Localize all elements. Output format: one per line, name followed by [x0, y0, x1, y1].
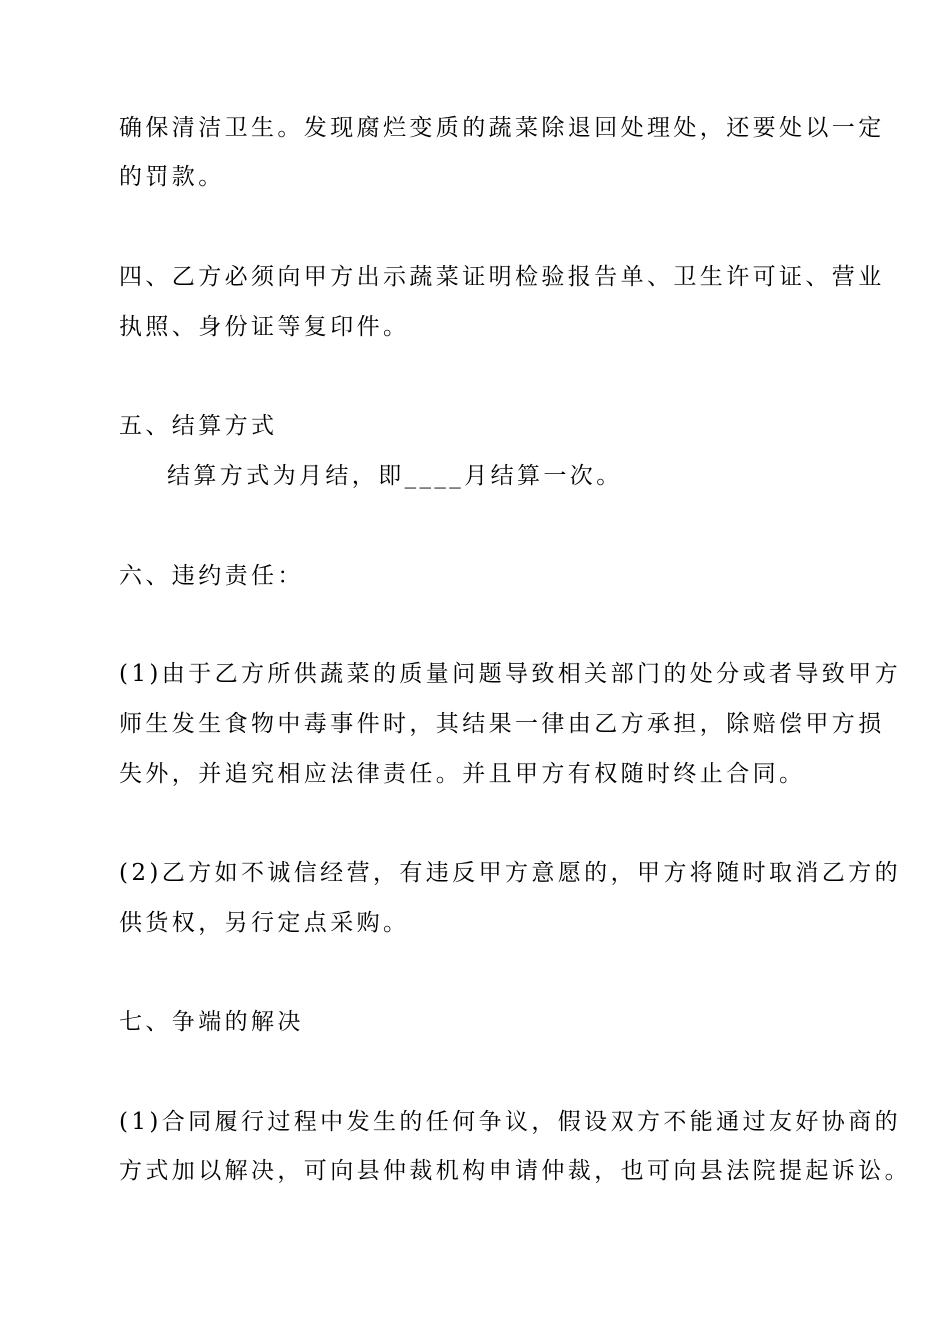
settlement-line: 结算方式为月结，即____月结算一次。 — [167, 463, 623, 489]
section-four-line: 四、乙方必须向甲方出示蔬菜证明检验报告单、卫生许可证、营业 — [119, 264, 885, 290]
clause-line: 失外，并追究相应法律责任。并且甲方有权随时终止合同。 — [119, 761, 806, 787]
clause-line: (1)由于乙方所供蔬菜的质量问题导致相关部门的处分或者导致甲方 — [119, 661, 901, 687]
clause-line: 师生发生食物中毒事件时，其结果一律由乙方承担，除赔偿甲方损 — [119, 711, 885, 737]
paragraph-line: 执照、身份证等复印件。 — [119, 314, 410, 340]
paragraph-line: 的罚款。 — [119, 164, 225, 190]
clause-line: 方式加以解决，可向县仲裁机构申请仲裁，也可向县法院提起诉讼。 — [119, 1158, 911, 1184]
clause-line: 供货权，另行定点采购。 — [119, 910, 410, 936]
clause-line: (1)合同履行过程中发生的任何争议，假设双方不能通过友好协商的 — [119, 1109, 901, 1135]
clause-line: (2)乙方如不诚信经营，有违反甲方意愿的，甲方将随时取消乙方的 — [119, 860, 901, 886]
section-seven-heading: 七、争端的解决 — [119, 1009, 304, 1035]
section-five-heading: 五、结算方式 — [119, 413, 278, 439]
section-six-heading: 六、违约责任： — [119, 563, 304, 589]
paragraph-line: 确保清洁卫生。发现腐烂变质的蔬菜除退回处理处，还要处以一定 — [119, 115, 885, 141]
